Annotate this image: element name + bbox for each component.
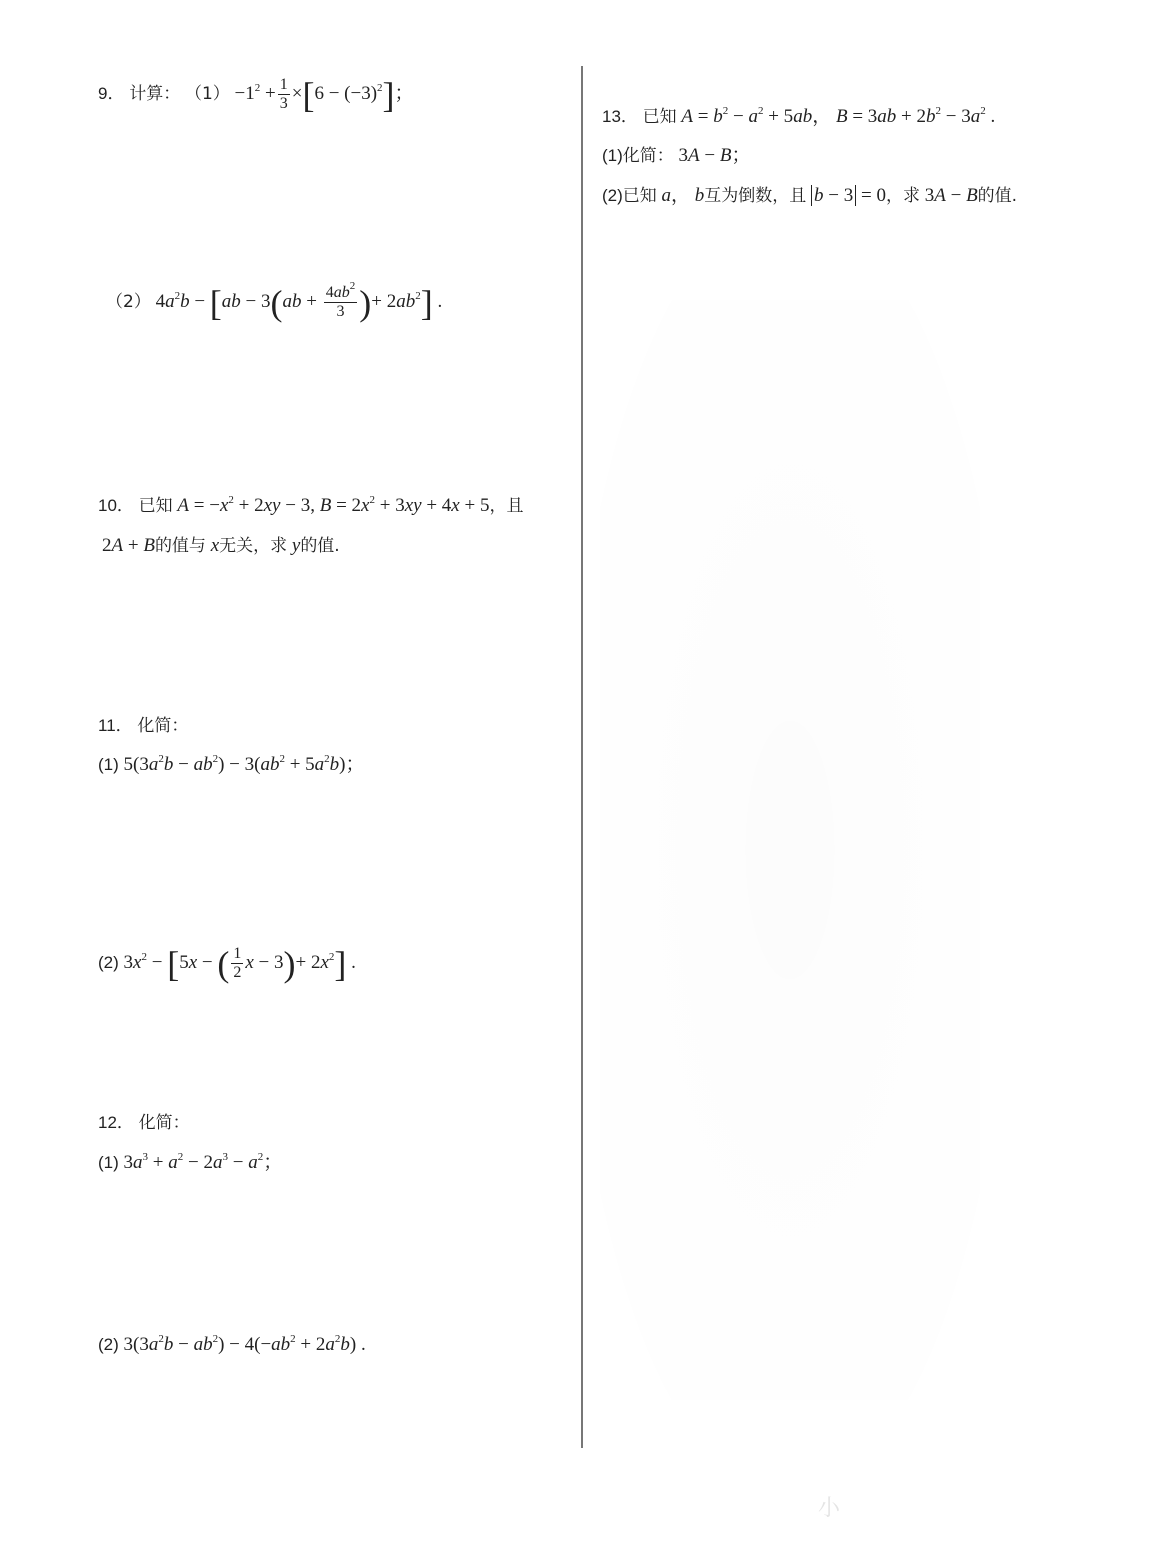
q13-part1 (602, 142, 750, 170)
q9-part2 (106, 280, 443, 323)
q13-part2-text-d: 的值. (977, 186, 1018, 206)
q13-part2-text-c: ，求 (885, 186, 920, 206)
q11-number: 11． (98, 716, 133, 735)
scan-shading (600, 300, 980, 1400)
q12-part2 (98, 1331, 366, 1359)
q11-title-text: 化简： (137, 716, 189, 736)
q11-part1-label: (1) (98, 755, 119, 774)
q10-var-y: y (291, 535, 301, 556)
q10-prefix: 已知 (138, 496, 173, 516)
q12-title-text: 化简： (138, 1113, 190, 1133)
q10-mid: ，且 (489, 496, 524, 516)
q13-line1 (602, 103, 995, 131)
q10-expr-2a-b: 2A + B (102, 535, 155, 556)
q13-part2-text-a: (2)已知 (602, 186, 657, 205)
q13-part2 (602, 182, 1017, 210)
q9-part1 (98, 76, 414, 113)
watermark: 小 (818, 1495, 841, 1520)
q13-part1-expression: 3A − B； (678, 145, 751, 166)
q10-line1 (98, 492, 523, 520)
q12-number: 12． (98, 1113, 134, 1132)
q10-text-a: 的值与 (154, 536, 206, 556)
q13-part1-label: (1)化简： (602, 146, 674, 165)
q13-expression: $A = b^2 - a^2 + 5ab$， $B = 3ab + 2b^2 - 3a^2$ . (681, 105, 996, 127)
q13-number: 13． (602, 107, 638, 126)
q13-var-a: a， (661, 185, 691, 206)
q13-abs-expression: b − 3 = 0 (811, 185, 886, 206)
q9-part2-expression: $4a^2b - [ab - 3(ab$ + $\frac{4ab^2}{3}$ )+ $2ab^2$] . (155, 280, 443, 323)
q10-text-b: 无关，求 (219, 536, 288, 556)
q12-part2-label: (2) (98, 1335, 119, 1354)
q9-prompt: 计算： (129, 83, 181, 104)
q13-part2-text-b: 互为倒数，且 (704, 186, 807, 206)
q12-part2-expression: $3(3a^2b - ab^2) - 4(-ab^2 + 2a^2b)$ . (123, 1333, 366, 1355)
q11-part1-expression: $5(3a^2b - ab^2) - 3(ab^2 + 5a^2b)$； (123, 753, 365, 775)
q10-line2 (102, 532, 340, 560)
column-divider (581, 66, 583, 1448)
q12-title (98, 1109, 190, 1137)
q10-expression: $A = -x^2 + 2xy - 3$, $B = 2x^2 + 3xy + 4x + 5$ (177, 494, 490, 516)
q10-var-x: x (210, 535, 220, 556)
q9-part1-expression: $-1^2$ + $\frac{1}{3}$ $\times[6 - (-3)^2]$； (234, 74, 414, 115)
q12-part1 (98, 1149, 282, 1177)
q9-part1-label: （1） (184, 83, 230, 104)
q10-number: 10． (98, 496, 134, 515)
q13-prefix: 已知 (642, 107, 677, 127)
q11-part2 (98, 945, 356, 982)
q11-title (98, 712, 188, 740)
q10-text-c: 的值. (300, 536, 340, 556)
q12-part1-expression: $3a^3 + a^2 - 2a^3 - a^2$； (123, 1151, 283, 1173)
q9-part2-label: （2） (106, 291, 151, 312)
q11-part2-expression: $3x^2 - [5x$ − ( $\frac{1}{2}$ $x - 3)+ 2x^2$] . (123, 943, 356, 984)
q11-part2-label: (2) (98, 952, 119, 972)
q12-part1-label: (1) (98, 1153, 119, 1172)
q13-target-expression: 3A − B (924, 185, 978, 206)
q13-var-b: b (694, 185, 705, 206)
q9-number: 9． (98, 83, 125, 103)
q11-part1 (98, 751, 365, 779)
